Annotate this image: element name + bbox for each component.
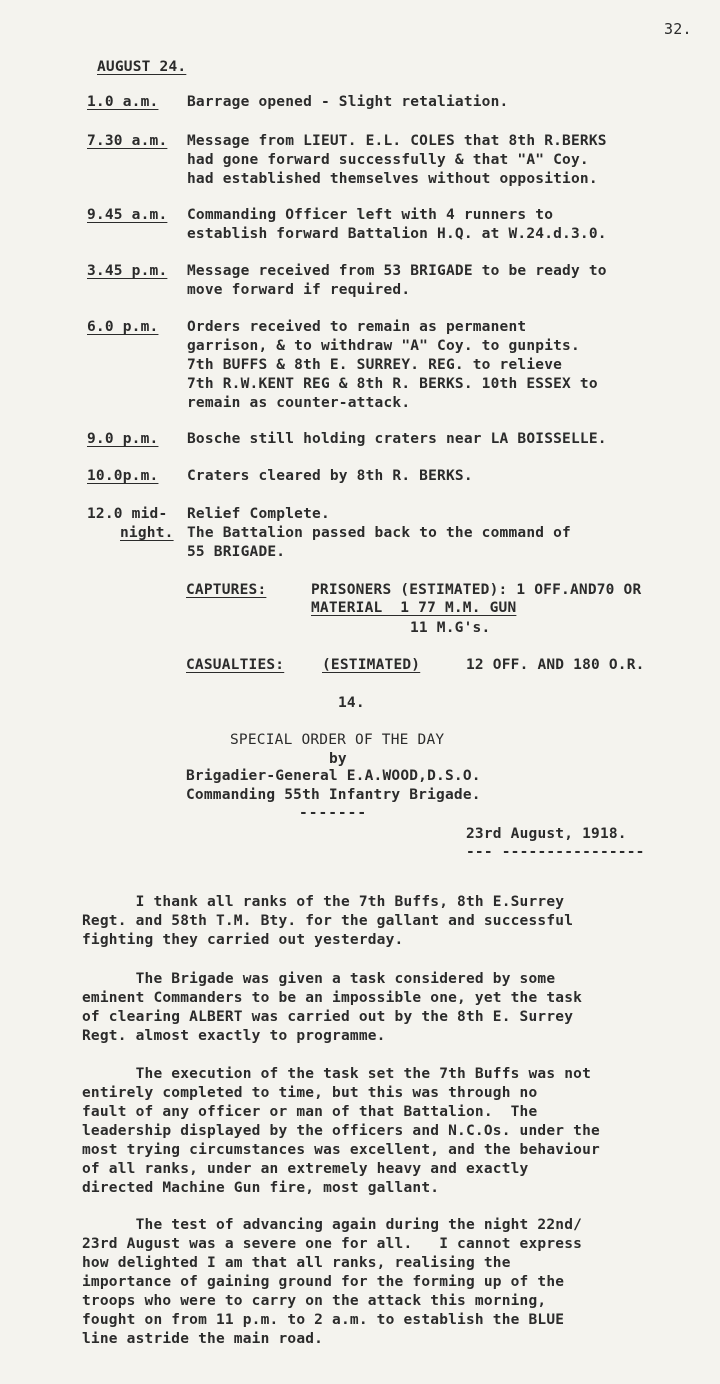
entry-line: 55 BRIGADE. [187,544,286,560]
paragraph-line: fighting they carried out yesterday. [82,932,404,948]
entry-time: 6.0 p.m. [87,319,159,335]
entry-line: Message received from 53 BRIGADE to be ready to [187,263,607,279]
entry-time: 7.30 a.m. [87,133,168,149]
page-number: 32. [664,20,692,38]
entry-line: remain as counter-attack. [187,395,411,411]
paragraph-line: The test of advancing again during the night 22nd/ [82,1217,583,1233]
paragraph-line: of clearing ALBERT was carried out by the 8th E. Surrey [82,1009,574,1025]
paragraph-line: leadership displayed by the officers and N.C.Os. under the [82,1123,600,1139]
paragraph-line: how delighted I am that all ranks, realising the [82,1255,511,1271]
entry-line: 7th BUFFS & 8th E. SURREY. REG. to relieve [187,357,563,373]
entry-time: 9.0 p.m. [87,431,159,447]
captures-label: CAPTURES: [186,582,267,598]
entry-time: 12.0 mid- [87,506,168,522]
entry-line: garrison, & to withdraw "A" Coy. to gunpits. [187,338,580,354]
paragraph-line: eminent Commanders to be an impossible one, yet the task [82,990,583,1006]
paragraph-line: The Brigade was given a task considered by some [82,971,556,987]
date-heading: AUGUST 24. [97,59,187,75]
entry-time-continued: night. [120,525,174,541]
order-separator: ------- [299,805,368,821]
entry-time: 1.0 a.m. [87,94,159,110]
order-author: Brigadier-General E.A.WOOD,D.S.O. [186,768,481,784]
order-role: Commanding 55th Infantry Brigade. [186,787,481,803]
casualties-value: 12 OFF. AND 180 O.R. [466,657,645,673]
order-number: 14. [338,695,365,711]
order-date-underline: --- ---------------- [466,844,645,860]
paragraph-line: line astride the main road. [82,1331,324,1347]
entry-line: Orders received to remain as permanent [187,319,527,335]
paragraph-line: 23rd August was a severe one for all. I cannot express [82,1236,583,1252]
paragraph-line: The execution of the task set the 7th Buffs was not [82,1066,591,1082]
paragraph-line: of all ranks, under an extremely heavy and exactly [82,1161,529,1177]
paragraph-line: importance of gaining ground for the forming up of the [82,1274,565,1290]
entry-line: Craters cleared by 8th R. BERKS. [187,468,473,484]
paragraph-line: fought on from 11 p.m. to 2 a.m. to establish the BLUE [82,1312,565,1328]
entry-time: 10.0p.m. [87,468,159,484]
paragraph-line: troops who were to carry on the attack this morning, [82,1293,547,1309]
entry-line: had established themselves without opposition. [187,171,598,187]
paragraph-line: most trying circumstances was excellent, and the behaviour [82,1142,600,1158]
entry-time: 3.45 p.m. [87,263,168,279]
entry-line: Bosche still holding craters near LA BOISSELLE. [187,431,607,447]
order-title: SPECIAL ORDER OF THE DAY [230,732,445,748]
entry-line: Message from LIEUT. E.L. COLES that 8th R.BERKS [187,133,607,149]
paragraph-line: I thank all ranks of the 7th Buffs, 8th E.Surrey [82,894,565,910]
entry-line: move forward if required. [187,282,411,298]
paragraph-line: directed Machine Gun fire, most gallant. [82,1180,440,1196]
paragraph-line: entirely completed to time, but this was through no [82,1085,538,1101]
paragraph-line: Regt. almost exactly to programme. [82,1028,386,1044]
entry-line: The Battalion passed back to the command of [187,525,571,541]
order-by: by [329,751,347,767]
captures-prisoners: PRISONERS (ESTIMATED): 1 OFF.AND70 OR [311,582,642,598]
paragraph-line: fault of any officer or man of that Battalion. The [82,1104,538,1120]
entry-time: 9.45 a.m. [87,207,168,223]
order-date: 23rd August, 1918. [466,826,627,842]
captures-material: MATERIAL 1 77 M.M. GUN [311,600,517,616]
entry-line: 7th R.W.KENT REG & 8th R. BERKS. 10th ESSEX to [187,376,598,392]
entry-line: Barrage opened - Slight retaliation. [187,94,509,110]
casualties-label: CASUALTIES: [186,657,285,673]
entry-line: Relief Complete. [187,506,330,522]
entry-line: Commanding Officer left with 4 runners to [187,207,554,223]
paragraph-line: Regt. and 58th T.M. Bty. for the gallant and successful [82,913,574,929]
captures-mgs: 11 M.G's. [410,620,491,636]
entry-line: had gone forward successfully & that "A" Coy. [187,152,589,168]
casualties-estimate: (ESTIMATED) [322,657,421,673]
entry-line: establish forward Battalion H.Q. at W.24.d.3.0. [187,226,607,242]
